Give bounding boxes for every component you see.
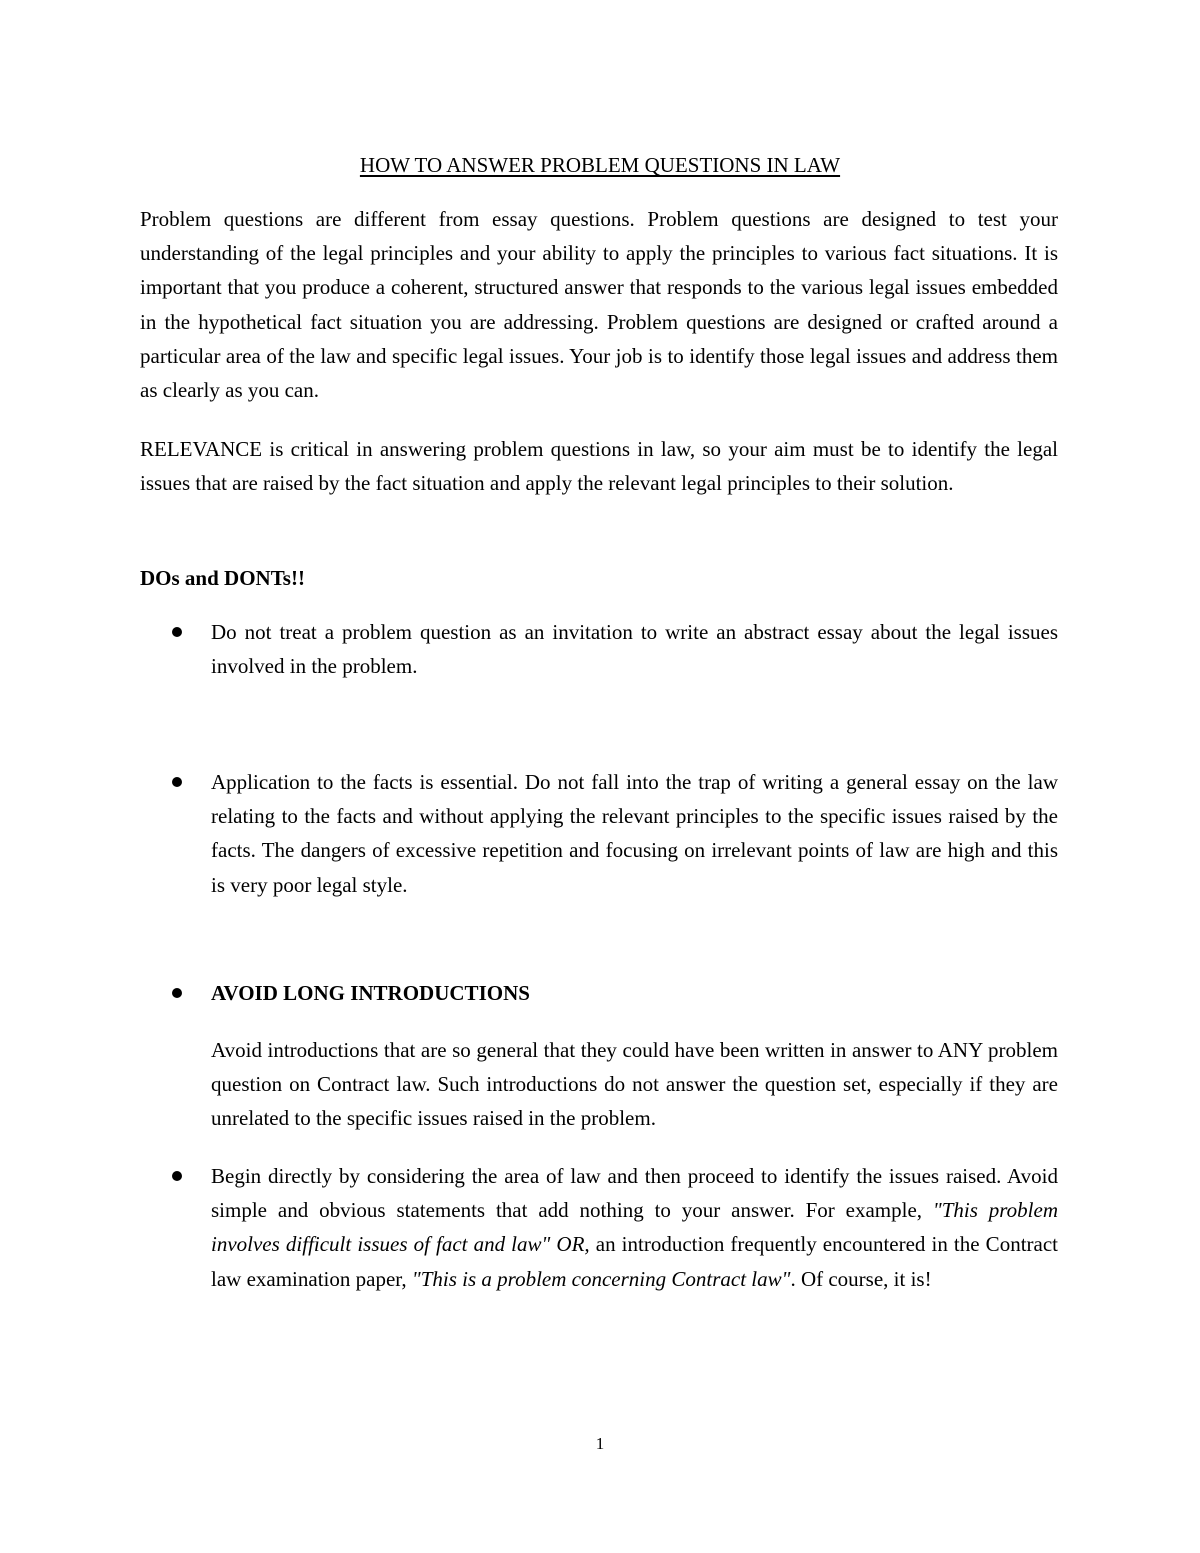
list-item-text: Begin directly by considering the area of law and then proceed to identify the issues raised. Avoid simple and obvious statements that add nothing to your answer. For example, xyxy=(211,1164,1058,1223)
intro-paragraph: Problem questions are different from essay questions. Problem questions are designed to test your understanding of the legal principles and your ability to apply the principles to various fact situations. It is important that you produce a coherent, structured answer that responds to the various legal issues embedded in the hypothetical fact situation you are addressing. Problem questions are designed or crafted around a particular area of the law and specific legal issues. Your job is to identify those legal issues and address them as clearly as you can. xyxy=(140,207,1058,403)
list-item: Do not treat a problem question as an invitation to write an abstract essay about the legal issues involved in the problem. xyxy=(211,620,1058,679)
relevance-paragraph: RELEVANCE is critical in answering problem questions in law, so your aim must be to identify the legal issues that are raised by the fact situation and apply the relevant legal principles to their solution. xyxy=(140,437,1058,496)
list-item: Application to the facts is essential. Do not fall into the trap of writing a general essay on the law relating to the facts and without applying the relevant principles to the specific issues raised by the facts. The dangers of excessive repetition and focusing on irrelevant points of law are high and this is very poor legal style. xyxy=(211,770,1058,897)
list-item-text: . Of course, it is! xyxy=(790,1266,932,1291)
list-item-subtext: Avoid introductions that are so general that they could have been written in answer to ANY problem question on Contract law. Such introductions do not answer the question set, especially if they are unrelated to the specific issues raised in the problem. xyxy=(211,1038,1058,1131)
section-heading: DOs and DONTs!! xyxy=(140,566,305,590)
document-title: HOW TO ANSWER PROBLEM QUESTIONS IN LAW xyxy=(359,153,841,177)
list-item-heading: AVOID LONG INTRODUCTIONS xyxy=(211,981,530,1005)
list-item-text: an introduction frequently encountered in the Contract law examination paper, xyxy=(211,1232,1058,1291)
page-number: 1 xyxy=(595,1434,605,1453)
bullet-icon xyxy=(172,988,182,998)
bullet-icon xyxy=(172,1171,182,1181)
bullet-icon xyxy=(172,777,182,787)
list-item-quote: "This is a problem concerning Contract law" xyxy=(411,1266,791,1291)
bullet-icon xyxy=(172,627,182,637)
list-item xyxy=(211,1159,1058,1296)
list-item-quote: "This problem involves difficult issues of fact and law" OR, xyxy=(211,1198,1058,1257)
